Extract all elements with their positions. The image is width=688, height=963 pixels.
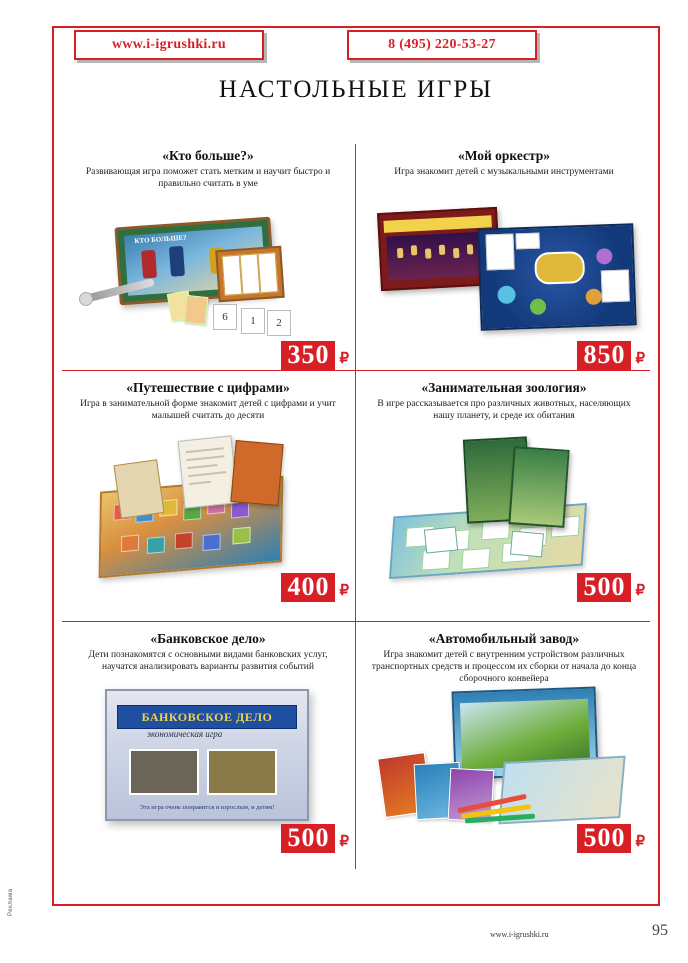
footer-website: www.i-igrushki.ru <box>490 930 549 939</box>
game-board <box>477 223 636 330</box>
product-card[interactable] <box>361 142 647 370</box>
product-card[interactable] <box>65 625 351 853</box>
currency-symbol: ₽ <box>339 351 349 367</box>
phone-badge[interactable] <box>347 30 537 60</box>
price-tag <box>281 824 349 853</box>
number-tile: 2 <box>267 310 291 336</box>
product-card[interactable] <box>361 625 647 853</box>
product-image-moy-orkestr <box>361 200 647 340</box>
game-card <box>113 459 164 519</box>
product-image-bankovskoe-delo <box>65 683 351 823</box>
box-art-footer: Эта игра очень понравится и взрослым, и детям! <box>139 804 275 811</box>
price-value: 500 <box>577 824 631 853</box>
price-value: 350 <box>281 341 335 370</box>
product-description: Развивающая игра поможет стать метким и научит быстро и правильно считать в уме <box>85 167 331 189</box>
game-pointer-tip <box>79 292 93 306</box>
game-box-art <box>230 440 283 506</box>
game-box-art-back <box>508 446 569 528</box>
advertising-label: Реклама <box>8 888 14 916</box>
game-card <box>424 526 458 553</box>
product-description: Игра в занимательной форме знакомит детей с цифрами и учит малышей считать до десяти <box>80 399 336 421</box>
website-badge[interactable] <box>74 30 264 60</box>
grid-divider-vertical <box>355 144 356 869</box>
product-title: «Мой оркестр» <box>457 148 551 163</box>
product-description: Дети познакомятся с основными видами банковских услуг, научатся анализировать варианты развития событий <box>88 650 328 672</box>
box-art-banner <box>117 705 297 729</box>
product-title: «Банковское дело» <box>150 631 266 646</box>
currency-symbol: ₽ <box>635 351 645 367</box>
product-image-zoologiya <box>361 432 647 572</box>
price-tag <box>577 573 645 602</box>
number-tile: 1 <box>241 308 265 334</box>
box-art-title: БАНКОВСКОЕ ДЕЛО <box>141 710 273 724</box>
rules-booklet <box>178 435 239 508</box>
price-value: 850 <box>577 341 631 370</box>
game-box-art <box>105 689 309 821</box>
price-value: 500 <box>577 573 631 602</box>
website-text: www.i-igrushki.ru <box>111 37 226 52</box>
currency-symbol: ₽ <box>339 834 349 850</box>
price-tag <box>577 341 645 370</box>
product-description: Игра знакомит детей с внутренним устройством различных транспортных средств и процессом их сборки от начала до конца сборочного конвейера <box>371 650 637 684</box>
grid-divider-row2 <box>62 621 650 622</box>
product-description: Игра знакомит детей с музыкальными инструментами <box>394 167 614 177</box>
page-title: НАСТОЛЬНЫЕ ИГРЫ <box>218 76 494 103</box>
phone-text: 8 (495) 220-53-27 <box>388 37 496 52</box>
game-tray <box>215 246 284 302</box>
product-description: В игре рассказывается про различных животных, населяющих нашу планету, и среде их обитания <box>377 399 631 421</box>
price-tag <box>281 341 349 370</box>
product-title: «Автомобильный завод» <box>428 631 580 646</box>
grid-divider-row1 <box>62 370 650 371</box>
number-tile: 6 <box>213 304 237 330</box>
page-header <box>52 26 660 70</box>
product-image-avtozavod <box>361 683 647 823</box>
price-tag <box>281 573 349 602</box>
product-title: «Кто больше?» <box>162 148 254 163</box>
product-title: «Занимательная зоология» <box>421 380 587 395</box>
currency-symbol: ₽ <box>339 583 349 599</box>
products-grid <box>62 140 650 880</box>
product-title: «Путешествие с цифрами» <box>126 380 290 395</box>
product-card[interactable] <box>361 374 647 602</box>
footer-page-number: 95 <box>652 922 668 939</box>
product-image-kto-bolshe <box>65 200 351 340</box>
product-card[interactable] <box>65 374 351 602</box>
game-card <box>510 531 544 558</box>
box-art-subtitle: экономическая игра <box>147 729 223 739</box>
product-card[interactable] <box>65 142 351 370</box>
price-tag <box>577 824 645 853</box>
product-image-puteshestvie <box>65 432 351 572</box>
currency-symbol: ₽ <box>635 583 645 599</box>
game-card <box>184 295 209 325</box>
price-value: 500 <box>281 824 335 853</box>
box-art-title: КТО БОЛЬШЕ? <box>134 233 187 246</box>
price-value: 400 <box>281 573 335 602</box>
currency-symbol: ₽ <box>635 834 645 850</box>
